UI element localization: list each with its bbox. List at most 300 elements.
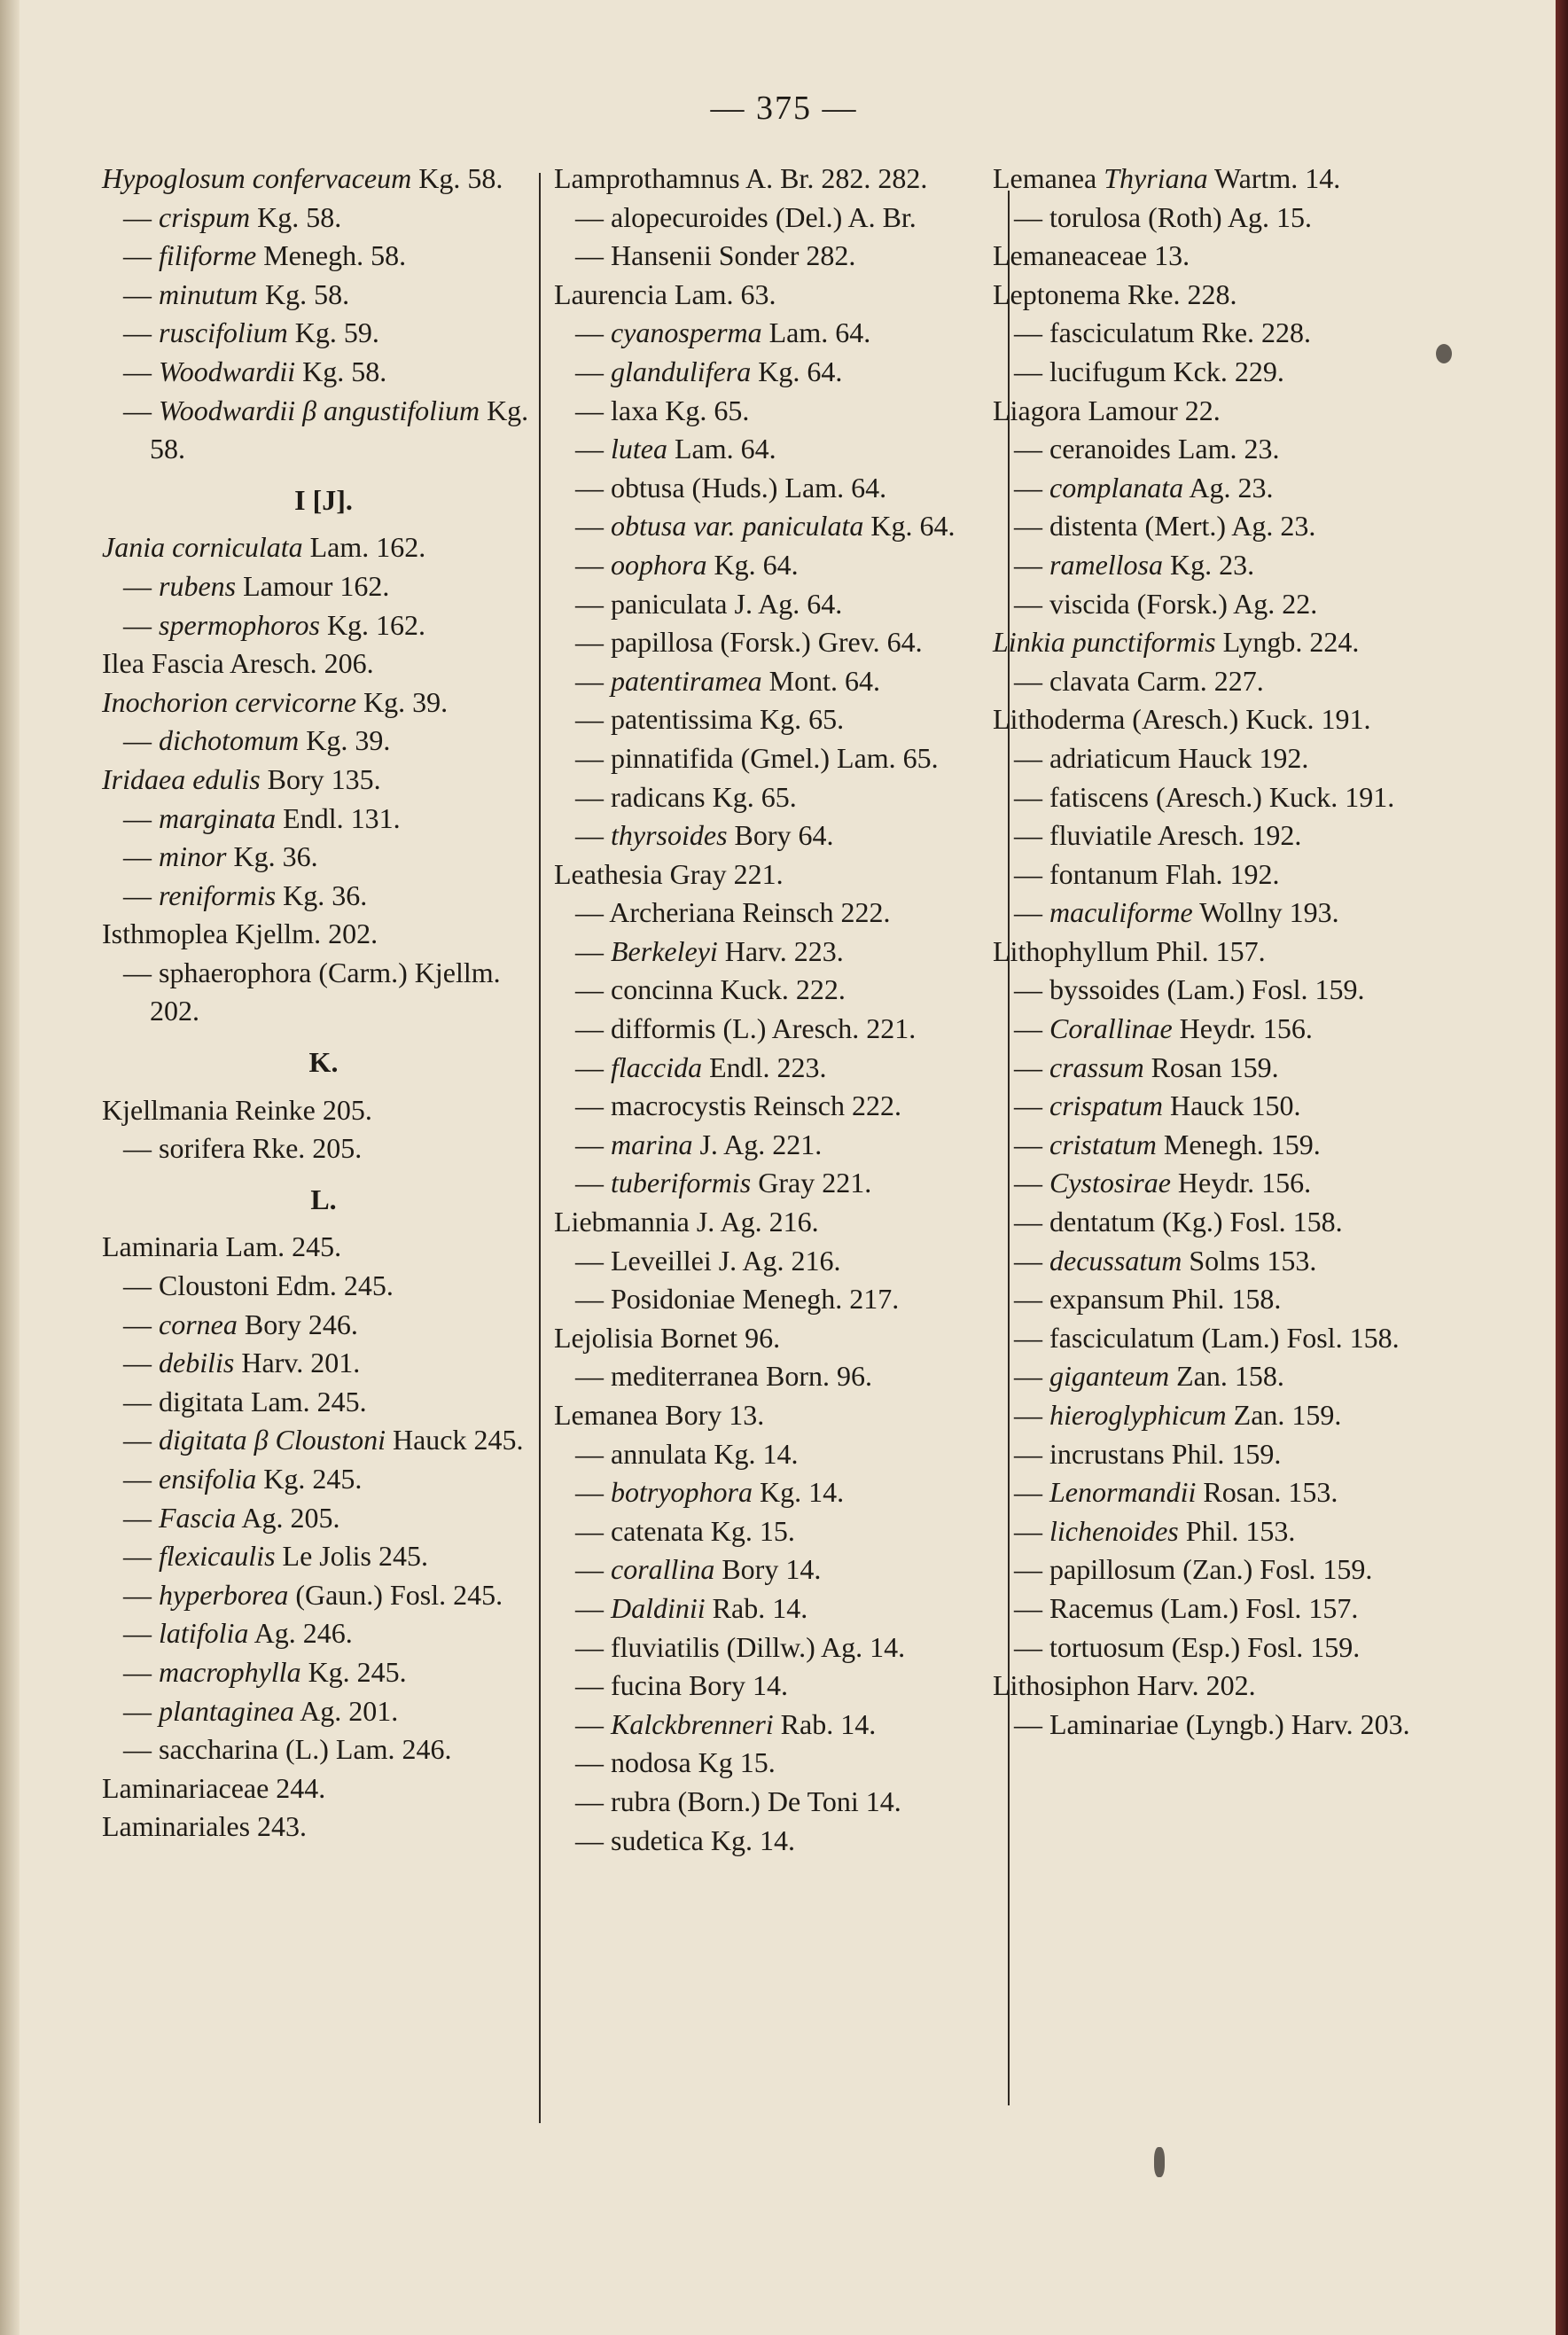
ditto-dash: — bbox=[1014, 548, 1049, 581]
index-entry bbox=[554, 160, 997, 199]
entry-name-italic: Inochorion cervicorne bbox=[102, 685, 357, 718]
index-subentry bbox=[993, 585, 1436, 624]
entry-name-italic: hyperborea bbox=[159, 1578, 289, 1611]
index-subentry bbox=[993, 1203, 1436, 1242]
entry-text: Lemanea Bory 13. bbox=[554, 1399, 765, 1431]
ink-spot bbox=[1436, 344, 1452, 363]
index-subentry bbox=[554, 1010, 997, 1049]
ditto-dash: — bbox=[575, 819, 611, 852]
ditto-dash: — bbox=[123, 1424, 159, 1456]
ditto-dash: — bbox=[575, 780, 611, 813]
index-entry bbox=[993, 623, 1436, 662]
entry-text: Laminariales 243. bbox=[102, 1810, 308, 1843]
entry-text: Heydr. 156. bbox=[1170, 1167, 1312, 1199]
index-subentry bbox=[554, 700, 997, 739]
index-subentry bbox=[993, 1435, 1436, 1474]
index-subentry bbox=[993, 1512, 1436, 1551]
index-subentry bbox=[993, 507, 1436, 546]
entry-text: fucina Bory 14. bbox=[611, 1669, 788, 1702]
ditto-dash: — bbox=[575, 741, 611, 774]
column-divider bbox=[539, 173, 541, 2123]
ditto-dash: — bbox=[1014, 355, 1049, 387]
page-number: — 375 — bbox=[710, 90, 858, 127]
index-subentry bbox=[102, 1614, 545, 1653]
ditto-dash: — bbox=[1014, 1360, 1049, 1393]
index-subentry bbox=[993, 1473, 1436, 1512]
index-subentry bbox=[102, 800, 545, 839]
entry-text: Isthmoplea Kjellm. 202. bbox=[102, 918, 378, 950]
ditto-dash: — bbox=[575, 471, 611, 504]
entry-name-italic: Berkeleyi bbox=[611, 934, 718, 967]
entry-name-italic: corallina bbox=[611, 1553, 715, 1586]
entry-text: Kg. 59. bbox=[287, 316, 379, 349]
ditto-dash: — bbox=[575, 200, 611, 233]
index-subentry bbox=[554, 1473, 997, 1512]
index-entry bbox=[102, 915, 545, 954]
ditto-dash: — bbox=[123, 608, 159, 641]
index-subentry bbox=[554, 1589, 997, 1628]
ditto-dash: — bbox=[575, 587, 611, 620]
index-entry bbox=[102, 1091, 545, 1130]
index-entry bbox=[102, 644, 545, 683]
entry-name-italic: tuberiformis bbox=[611, 1167, 752, 1199]
entry-name-italic: cyanosperma bbox=[611, 316, 762, 349]
index-subentry bbox=[993, 1706, 1436, 1745]
entry-text: Rab. 14. bbox=[773, 1707, 877, 1740]
ditto-dash: — bbox=[123, 355, 159, 387]
entry-text: digitata Lam. 245. bbox=[159, 1385, 367, 1417]
ditto-dash: — bbox=[123, 879, 159, 911]
index-subentry bbox=[993, 1242, 1436, 1281]
ditto-dash: — bbox=[575, 1707, 611, 1740]
index-subentry bbox=[554, 778, 997, 817]
entry-text: Kg. 162. bbox=[319, 608, 426, 641]
ditto-dash: — bbox=[1014, 1399, 1049, 1431]
entry-text: Lithophyllum Phil. 157. bbox=[993, 934, 1266, 967]
entry-name-italic: digitata β Cloustoni bbox=[159, 1424, 386, 1456]
ditto-dash: — bbox=[575, 355, 611, 387]
entry-text: dentatum (Kg.) Fosl. 158. bbox=[1049, 1206, 1343, 1238]
entry-name-italic: ruscifolium bbox=[159, 316, 288, 349]
ditto-dash: — bbox=[123, 1501, 159, 1534]
entry-name-italic: decussatum bbox=[1049, 1244, 1182, 1277]
ditto-dash: — bbox=[1014, 780, 1049, 813]
ditto-dash: — bbox=[1014, 973, 1049, 1006]
index-subentry bbox=[993, 1087, 1436, 1126]
index-subentry bbox=[993, 1319, 1436, 1358]
entry-name-italic: minutum bbox=[159, 277, 258, 310]
entry-text: Ag. 205. bbox=[236, 1501, 340, 1534]
index-subentry bbox=[102, 1499, 545, 1538]
entry-name-italic: minor bbox=[159, 840, 227, 873]
index-subentry bbox=[554, 585, 997, 624]
entry-name-italic: plantaginea bbox=[159, 1694, 294, 1727]
entry-name-italic: patentiramea bbox=[611, 664, 762, 697]
index-subentry bbox=[102, 1730, 545, 1769]
index-entry bbox=[993, 276, 1436, 315]
entry-text: fluviatilis (Dillw.) Ag. 14. bbox=[611, 1630, 906, 1663]
entry-text: Lemanea bbox=[993, 162, 1104, 194]
ditto-dash: — bbox=[575, 1476, 611, 1509]
index-subentry bbox=[554, 1087, 997, 1126]
ditto-dash: — bbox=[123, 724, 159, 757]
entry-text: Le Jolis 245. bbox=[275, 1540, 428, 1573]
ditto-dash: — bbox=[1014, 471, 1049, 504]
entry-text: Bory 135. bbox=[260, 762, 381, 795]
entry-text: Lam. 64. bbox=[667, 433, 776, 465]
entry-text: Laminariae (Lyngb.) Harv. 203. bbox=[1049, 1707, 1410, 1740]
entry-text: Laurencia Lam. 63. bbox=[554, 277, 776, 310]
ditto-dash: — bbox=[1014, 1476, 1049, 1509]
ditto-dash: — bbox=[1014, 1553, 1049, 1586]
index-subentry bbox=[993, 1550, 1436, 1589]
index-subentry bbox=[102, 722, 545, 761]
index-subentry bbox=[554, 1822, 997, 1861]
entry-text: Zan. 159. bbox=[1226, 1399, 1342, 1431]
entry-text: Liagora Lamour 22. bbox=[993, 394, 1221, 426]
ditto-dash: — bbox=[575, 1437, 611, 1470]
ditto-dash: — bbox=[1014, 1630, 1049, 1663]
entry-text: patentissima Kg. 65. bbox=[611, 703, 845, 736]
index-subentry bbox=[554, 933, 997, 972]
ditto-dash: — bbox=[575, 1050, 611, 1083]
index-subentry bbox=[102, 1692, 545, 1731]
entry-text: Laminaria Lam. 245. bbox=[102, 1230, 342, 1263]
index-subentry bbox=[993, 894, 1436, 933]
entry-text: mediterranea Born. 96. bbox=[611, 1360, 872, 1393]
ditto-dash: — bbox=[575, 548, 611, 581]
section-letter-text: I [J]. bbox=[294, 483, 353, 516]
entry-text: Wollny 193. bbox=[1192, 896, 1339, 929]
index-subentry bbox=[102, 1460, 545, 1499]
index-subentry bbox=[102, 237, 545, 276]
ditto-dash: — bbox=[1014, 200, 1049, 233]
entry-name-italic: Cystosirae bbox=[1049, 1167, 1171, 1199]
ditto-dash: — bbox=[1014, 316, 1049, 349]
entry-name-italic: Lenormandii bbox=[1049, 1476, 1197, 1509]
entry-text: Kg. 245. bbox=[256, 1463, 363, 1495]
index-entry bbox=[554, 1203, 997, 1242]
index-subentry bbox=[554, 816, 997, 855]
entry-text: fluviatile Aresch. 192. bbox=[1049, 819, 1302, 852]
ditto-dash: — bbox=[575, 1167, 611, 1199]
entry-name-italic: Thyriana bbox=[1104, 162, 1208, 194]
entry-text: byssoides (Lam.) Fosl. 159. bbox=[1049, 973, 1365, 1006]
index-subentry bbox=[554, 353, 997, 392]
ditto-dash: — bbox=[123, 1694, 159, 1727]
entry-name-italic: complanata bbox=[1049, 471, 1184, 504]
entry-name-italic: Jania corniculata bbox=[102, 531, 303, 564]
ditto-dash: — bbox=[1014, 1514, 1049, 1547]
entry-name-italic: crispum bbox=[159, 200, 251, 233]
index-subentry bbox=[554, 1628, 997, 1667]
ink-spot bbox=[1154, 2147, 1165, 2177]
index-entry bbox=[993, 392, 1436, 431]
ditto-dash: — bbox=[1014, 741, 1049, 774]
ditto-dash: — bbox=[575, 1360, 611, 1393]
entry-text: Gray 221. bbox=[751, 1167, 872, 1199]
entry-text: papillosum (Zan.) Fosl. 159. bbox=[1049, 1553, 1373, 1586]
index-subentry bbox=[993, 1357, 1436, 1396]
entry-text: tortuosum (Esp.) Fosl. 159. bbox=[1049, 1630, 1361, 1663]
entry-text: Kg. 58. bbox=[250, 200, 342, 233]
entry-text: Lyngb. 224. bbox=[1215, 626, 1360, 659]
index-subentry bbox=[554, 1550, 997, 1589]
ditto-dash: — bbox=[123, 277, 159, 310]
entry-text: nodosa Kg 15. bbox=[611, 1746, 776, 1779]
entry-text: Racemus (Lam.) Fosl. 157. bbox=[1049, 1591, 1359, 1624]
entry-name-italic: lichenoides bbox=[1049, 1514, 1179, 1547]
ditto-dash: — bbox=[123, 200, 159, 233]
index-entry bbox=[102, 761, 545, 800]
index-entry bbox=[993, 237, 1436, 276]
entry-name-italic: Daldinii bbox=[611, 1591, 706, 1624]
index-subentry bbox=[554, 1512, 997, 1551]
ditto-dash: — bbox=[1014, 1089, 1049, 1122]
entry-text: Ag. 201. bbox=[293, 1694, 399, 1727]
ditto-dash: — bbox=[123, 1463, 159, 1495]
index-subentry bbox=[554, 392, 997, 431]
ditto-dash: — bbox=[123, 1385, 159, 1417]
index-subentry bbox=[554, 1280, 997, 1319]
index-entry bbox=[993, 1667, 1436, 1706]
index-entry bbox=[554, 1396, 997, 1435]
entry-text: sudetica Kg. 14. bbox=[611, 1823, 795, 1856]
entry-name-italic: Fascia bbox=[159, 1501, 237, 1534]
index-subentry bbox=[993, 778, 1436, 817]
entry-name-italic: Iridaea edulis bbox=[102, 762, 261, 795]
entry-text: Kg. 58. bbox=[258, 277, 350, 310]
entry-text: fontanum Flah. 192. bbox=[1049, 857, 1280, 890]
ditto-dash: — bbox=[575, 394, 611, 426]
entry-text: Heydr. 156. bbox=[1172, 1012, 1313, 1045]
ditto-dash: — bbox=[123, 1347, 159, 1379]
ditto-dash: — bbox=[123, 1132, 159, 1165]
entry-name-italic: Woodwardii bbox=[159, 355, 296, 387]
ditto-dash: — bbox=[123, 1578, 159, 1611]
index-subentry bbox=[102, 1576, 545, 1615]
ditto-dash: — bbox=[123, 801, 159, 834]
index-entry bbox=[993, 933, 1436, 972]
ditto-dash: — bbox=[1014, 1128, 1049, 1160]
section-letter bbox=[102, 1043, 545, 1082]
entry-name-italic: giganteum bbox=[1049, 1360, 1170, 1393]
index-subentry bbox=[554, 1435, 997, 1474]
entry-text: Leveillei J. Ag. 216. bbox=[611, 1244, 841, 1277]
entry-name-italic: hieroglyphicum bbox=[1049, 1399, 1227, 1431]
ditto-dash: — bbox=[575, 1012, 611, 1045]
entry-text: obtusa (Huds.) Lam. 64. bbox=[611, 471, 887, 504]
index-subentry bbox=[102, 567, 545, 606]
ditto-dash: — bbox=[575, 1630, 611, 1663]
index-subentry bbox=[993, 314, 1436, 353]
section-letter-text: L. bbox=[310, 1183, 337, 1215]
ditto-dash: — bbox=[575, 703, 611, 736]
entry-name-italic: Linkia punctiformis bbox=[993, 626, 1216, 659]
entry-text: Bory 14. bbox=[714, 1553, 822, 1586]
index-subentry bbox=[102, 606, 545, 645]
entry-text: Posidoniae Menegh. 217. bbox=[611, 1283, 900, 1316]
entry-text: Hauck 245. bbox=[385, 1424, 524, 1456]
index-column-1 bbox=[102, 160, 545, 1847]
index-entry bbox=[554, 1319, 997, 1358]
entry-text: Rosan 159. bbox=[1143, 1050, 1279, 1083]
section-letter bbox=[102, 1181, 545, 1220]
index-subentry bbox=[102, 1537, 545, 1576]
index-subentry bbox=[102, 392, 545, 469]
entry-text: Lithosiphon Harv. 202. bbox=[993, 1669, 1256, 1702]
index-subentry bbox=[554, 237, 997, 276]
section-letter bbox=[102, 481, 545, 520]
ditto-dash: — bbox=[575, 316, 611, 349]
index-subentry bbox=[554, 623, 997, 662]
entry-text: Mont. 64. bbox=[761, 664, 880, 697]
index-subentry bbox=[993, 1589, 1436, 1628]
ditto-dash: — bbox=[1014, 1206, 1049, 1238]
index-column-2 bbox=[554, 160, 997, 1860]
ditto-dash: — bbox=[1014, 510, 1049, 543]
index-subentry bbox=[993, 353, 1436, 392]
entry-text: clavata Carm. 227. bbox=[1049, 664, 1264, 697]
ditto-dash: — bbox=[123, 1617, 159, 1650]
entry-text: expansum Phil. 158. bbox=[1049, 1283, 1282, 1316]
entry-name-italic: Hypoglosum confervaceum bbox=[102, 162, 412, 194]
entry-name-italic: filiforme bbox=[159, 239, 257, 272]
ditto-dash: — bbox=[575, 626, 611, 659]
section-letter-text: K. bbox=[308, 1046, 339, 1079]
entry-name-italic: spermophoros bbox=[159, 608, 320, 641]
entry-text: Leptonema Rke. 228. bbox=[993, 277, 1237, 310]
entry-text: viscida (Forsk.) Ag. 22. bbox=[1049, 587, 1318, 620]
entry-text: Kg. 64. bbox=[706, 548, 799, 581]
entry-text: Laminariaceae 244. bbox=[102, 1771, 326, 1804]
entry-name-italic: flaccida bbox=[611, 1050, 703, 1083]
entry-text: radicans Kg. 65. bbox=[611, 780, 797, 813]
ditto-dash: — bbox=[123, 1308, 159, 1340]
index-subentry bbox=[554, 1357, 997, 1396]
entry-text: Hansenii Sonder 282. bbox=[611, 239, 856, 272]
ditto-dash: — bbox=[575, 1244, 611, 1277]
ditto-dash: — bbox=[1014, 1707, 1049, 1740]
entry-text: Rosan. 153. bbox=[1196, 1476, 1338, 1509]
ditto-dash: — bbox=[575, 1746, 611, 1779]
entry-name-italic: glandulifera bbox=[611, 355, 752, 387]
entry-text: Endl. 223. bbox=[702, 1050, 827, 1083]
entry-text: Wartm. 14. bbox=[1207, 162, 1341, 194]
ditto-dash: — bbox=[575, 1784, 611, 1817]
entry-text: Kg. 58. bbox=[295, 355, 387, 387]
entry-text: laxa Kg. 65. bbox=[611, 394, 750, 426]
entry-text: sorifera Rke. 205. bbox=[159, 1132, 363, 1165]
entry-text: Lejolisia Bornet 96. bbox=[554, 1321, 781, 1354]
index-subentry bbox=[102, 353, 545, 392]
index-subentry bbox=[102, 1383, 545, 1422]
entry-text: adriaticum Hauck 192. bbox=[1049, 741, 1309, 774]
ditto-dash: — bbox=[575, 1553, 611, 1586]
ditto-dash: — bbox=[575, 510, 611, 543]
entry-text: Liebmannia J. Ag. 216. bbox=[554, 1206, 819, 1238]
index-subentry bbox=[554, 507, 997, 546]
ditto-dash: — bbox=[575, 239, 611, 272]
index-subentry bbox=[993, 1280, 1436, 1319]
entry-text: lucifugum Kck. 229. bbox=[1049, 355, 1284, 387]
ditto-dash: — bbox=[123, 1540, 159, 1573]
ditto-dash: — bbox=[575, 1089, 611, 1122]
entry-name-italic: thyrsoides bbox=[611, 819, 728, 852]
index-subentry bbox=[102, 1306, 545, 1345]
entry-text: torulosa (Roth) Ag. 15. bbox=[1049, 200, 1312, 233]
entry-text: saccharina (L.) Lam. 246. bbox=[159, 1733, 452, 1766]
entry-text: Bory 246. bbox=[237, 1308, 358, 1340]
entry-text: alopecuroides (Del.) A. Br. bbox=[611, 200, 917, 233]
entry-name-italic: reniformis bbox=[159, 879, 277, 911]
entry-text: papillosa (Forsk.) Grev. 64. bbox=[611, 626, 923, 659]
index-subentry bbox=[554, 469, 997, 508]
index-entry bbox=[102, 1808, 545, 1847]
entry-text: Solms 153. bbox=[1182, 1244, 1317, 1277]
entry-text: Kg. 39. bbox=[356, 685, 449, 718]
ditto-dash: — bbox=[1014, 896, 1049, 929]
index-subentry bbox=[554, 199, 997, 238]
index-subentry bbox=[993, 662, 1436, 701]
entry-text: rubra (Born.) De Toni 14. bbox=[611, 1784, 901, 1817]
entry-text: Kg. 64. bbox=[863, 510, 956, 543]
index-subentry bbox=[102, 1267, 545, 1306]
entry-text: Lamprothamnus A. Br. 282. 282. bbox=[554, 162, 928, 194]
entry-text: Lemaneaceae 13. bbox=[993, 239, 1190, 272]
index-entry bbox=[102, 1228, 545, 1267]
entry-name-italic: Kalckbrenneri bbox=[611, 1707, 774, 1740]
index-subentry bbox=[993, 855, 1436, 894]
entry-name-italic: cristatum bbox=[1049, 1128, 1157, 1160]
entry-text: Lam. 162. bbox=[302, 531, 426, 564]
ditto-dash: — bbox=[1014, 1321, 1049, 1354]
entry-text: sphaerophora (Carm.) Kjellm. 202. bbox=[150, 956, 501, 1027]
ditto-dash: — bbox=[1014, 587, 1049, 620]
ditto-dash: — bbox=[575, 433, 611, 465]
index-column-3 bbox=[993, 160, 1436, 1744]
entry-text: fatiscens (Aresch.) Kuck. 191. bbox=[1049, 780, 1395, 813]
entry-text: Kg. 36. bbox=[276, 879, 368, 911]
index-subentry bbox=[993, 430, 1436, 469]
entry-text: ceranoides Lam. 23. bbox=[1049, 433, 1280, 465]
index-subentry bbox=[102, 954, 545, 1031]
entry-name-italic: botryophora bbox=[611, 1476, 753, 1509]
index-subentry bbox=[554, 739, 997, 778]
index-subentry bbox=[993, 1049, 1436, 1088]
index-subentry bbox=[993, 816, 1436, 855]
entry-name-italic: dichotomum bbox=[159, 724, 300, 757]
ditto-dash: — bbox=[1014, 819, 1049, 852]
ditto-dash: — bbox=[123, 394, 159, 426]
entry-name-italic: rubens bbox=[159, 569, 237, 602]
ditto-dash: — bbox=[1014, 664, 1049, 697]
entry-name-italic: flexicaulis bbox=[159, 1540, 276, 1573]
entry-text: Kg. 64. bbox=[751, 355, 843, 387]
entry-text: Kjellmania Reinke 205. bbox=[102, 1093, 372, 1126]
index-subentry bbox=[102, 1421, 545, 1460]
ditto-dash: — bbox=[123, 1269, 159, 1302]
entry-name-italic: obtusa var. paniculata bbox=[611, 510, 864, 543]
entry-text: distenta (Mert.) Ag. 23. bbox=[1049, 510, 1316, 543]
index-subentry bbox=[554, 1667, 997, 1706]
entry-name-italic: marina bbox=[611, 1128, 693, 1160]
ditto-dash: — bbox=[575, 1591, 611, 1624]
entry-name-italic: maculiforme bbox=[1049, 896, 1193, 929]
index-subentry bbox=[554, 971, 997, 1010]
ditto-dash: — bbox=[123, 1655, 159, 1688]
entry-text: Hauck 150. bbox=[1163, 1089, 1301, 1122]
